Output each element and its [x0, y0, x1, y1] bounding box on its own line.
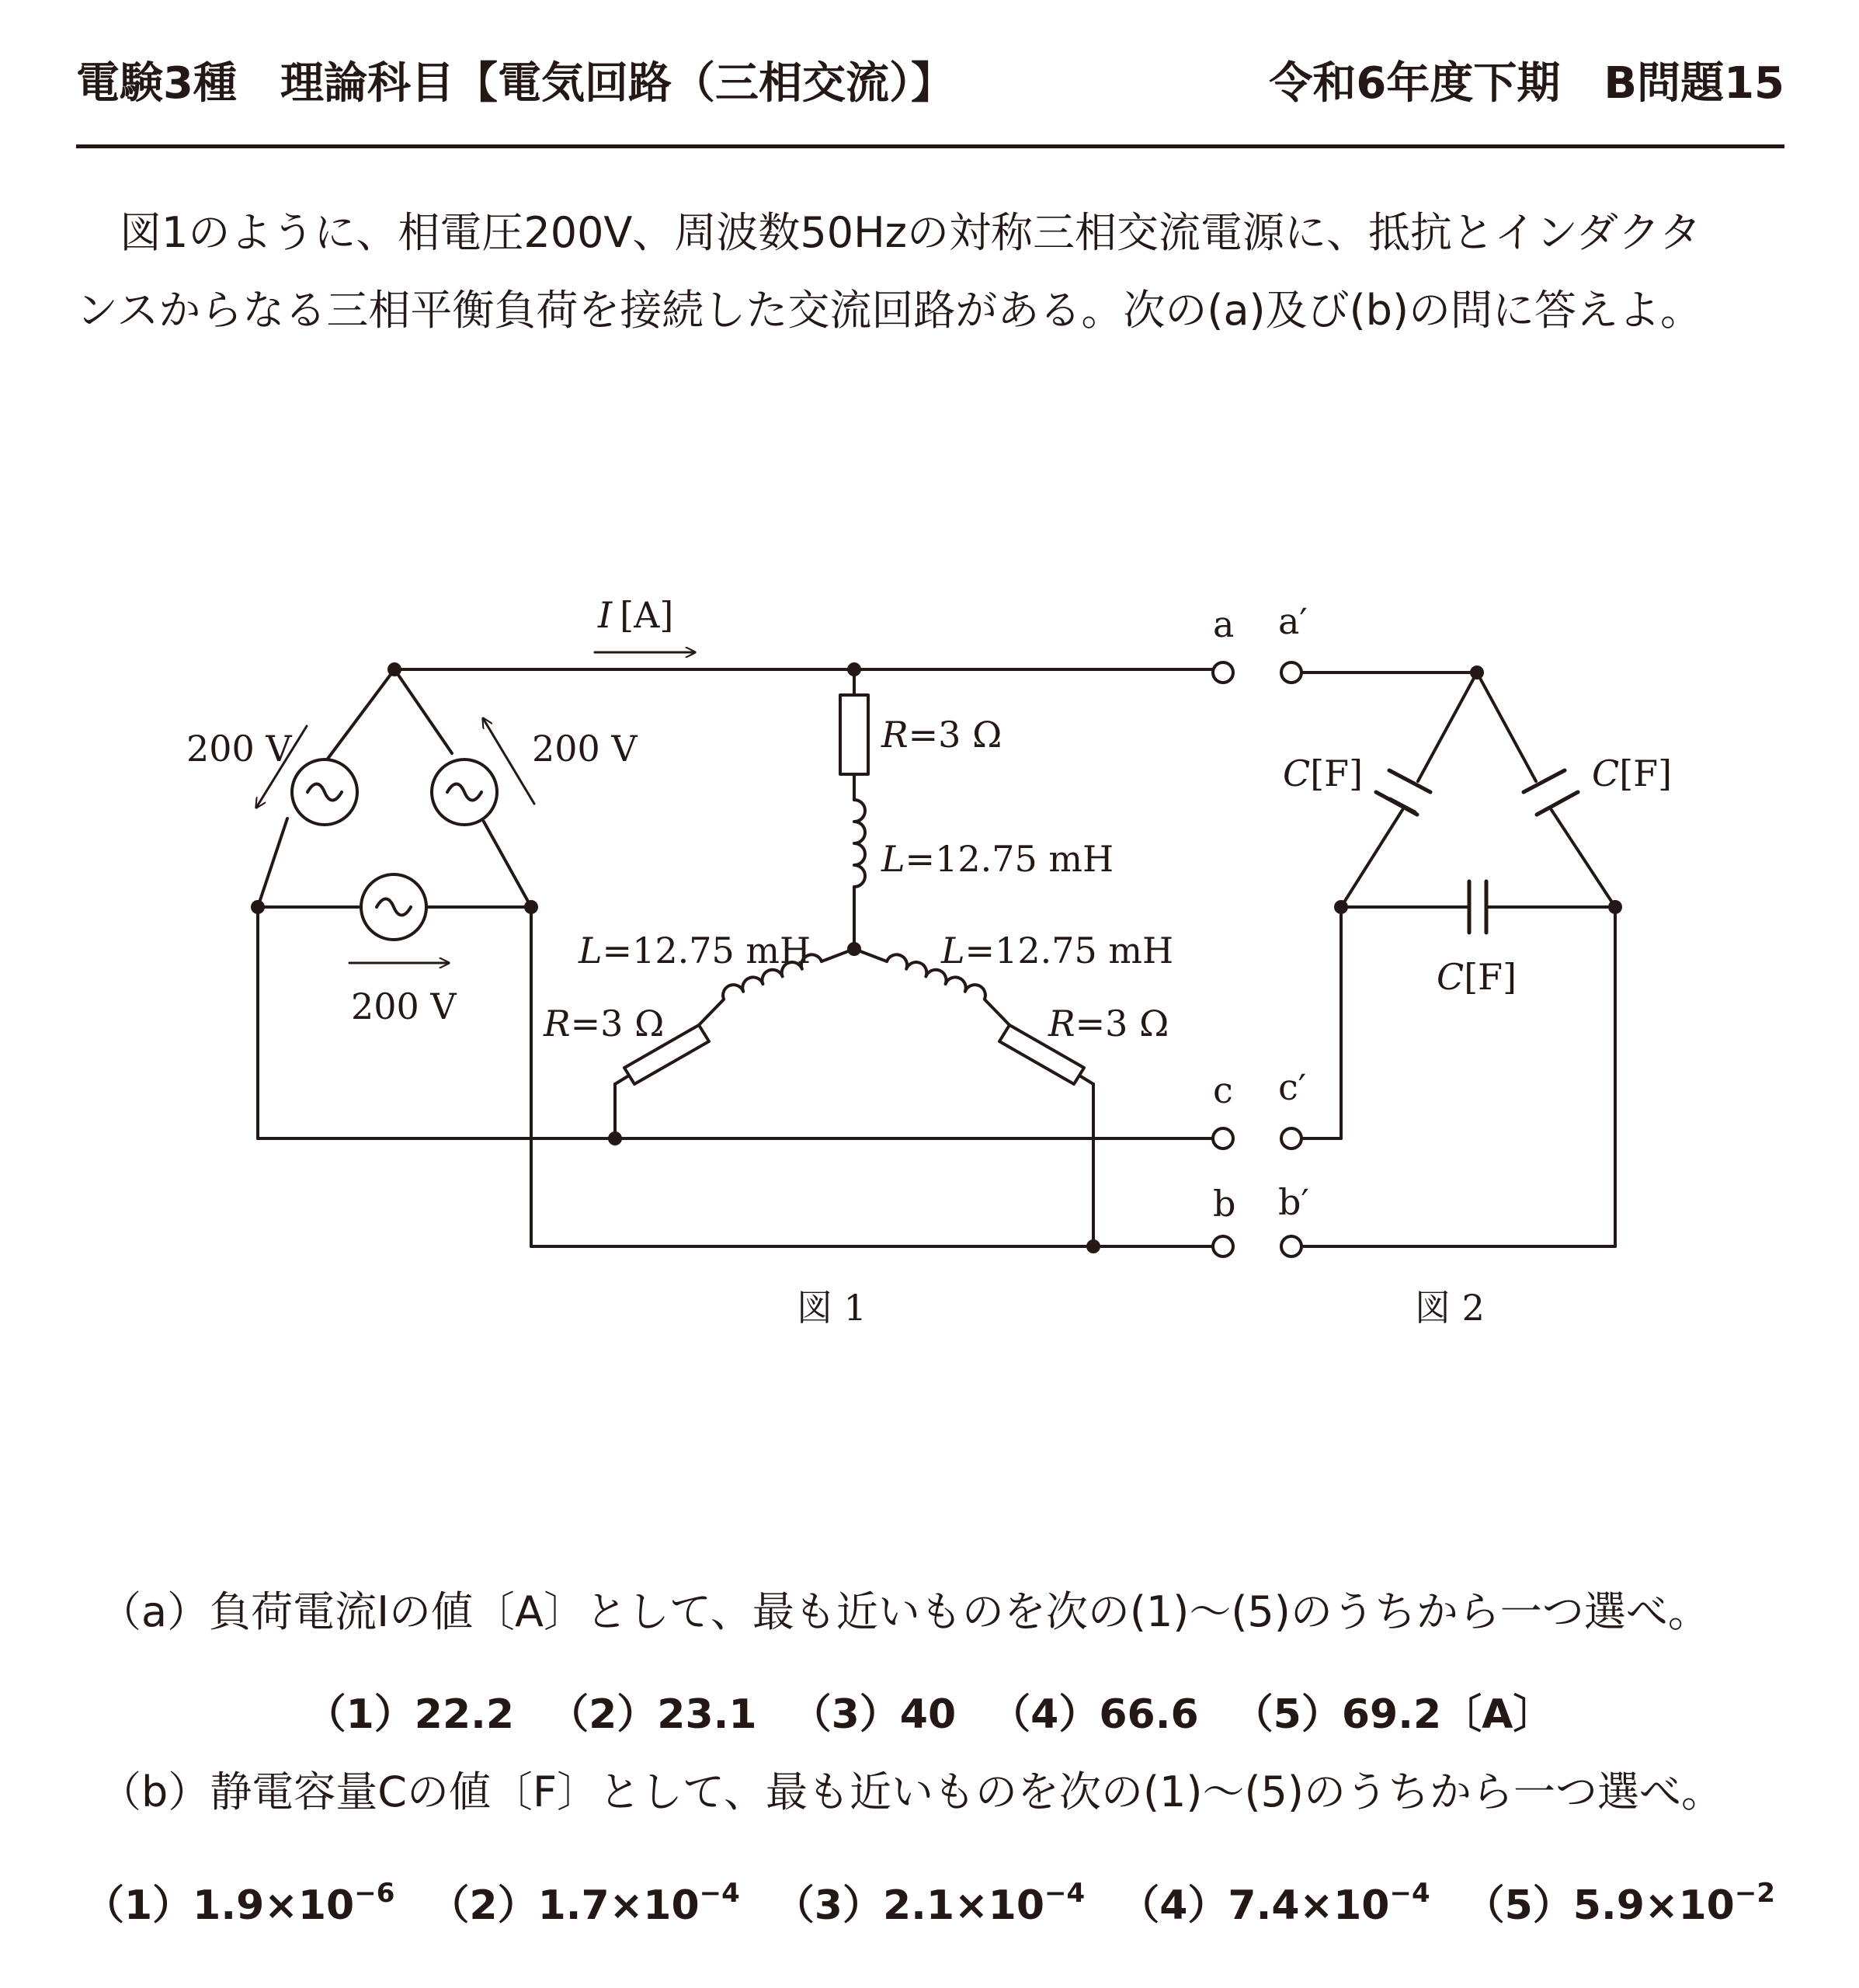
circuit-figure: [0, 544, 1859, 1398]
terminal-a-prime-label: a′: [1278, 600, 1308, 642]
resistor-b-label: R=3 Ω: [1048, 1003, 1169, 1044]
choice-a-1[interactable]: （1）22.2: [305, 1691, 515, 1738]
header-subject: 電験3種 理論科目【電気回路（三相交流）】: [76, 58, 954, 109]
resistor-a-label: R=3 Ω: [881, 714, 1002, 756]
voltage-label-left: 200 V: [186, 728, 292, 770]
question-b-choices: [0, 1862, 1859, 1937]
terminal-a: [1213, 662, 1233, 683]
figure-2-caption: 図 2: [1415, 1287, 1485, 1329]
terminal-b-prime: [1281, 1236, 1301, 1256]
question-a: （a）負荷電流Iの値〔A〕として、最も近いものを次の(1)～(5)のうちから一つ選べ。: [99, 1587, 1710, 1636]
voltage-label-bottom: 200 V: [351, 985, 457, 1027]
terminal-b-prime-label: b′: [1278, 1181, 1309, 1223]
choice-a-4[interactable]: （4）66.6: [990, 1691, 1199, 1738]
ac-wave-icon: [377, 899, 411, 916]
inductor-c-label: L=12.75 mH: [579, 930, 811, 971]
delta-source: [256, 669, 534, 963]
capacitor-bottom-label: C[F]: [1437, 956, 1517, 998]
current-label: I [A]: [598, 594, 674, 636]
inductor-a: [854, 800, 865, 887]
resistor-c-label: R=3 Ω: [544, 1003, 665, 1044]
ac-wave-icon: [308, 784, 342, 801]
choice-b-2[interactable]: $(2)1.7\times 10^{-4}$: [429, 1878, 740, 1929]
header-problem-id: 令和6年度下期 B問題15: [1269, 58, 1784, 109]
voltage-label-right: 200 V: [532, 728, 638, 770]
terminal-b-label: b: [1213, 1183, 1236, 1225]
intro-line-2: ンスからなる三相平衡負荷を接続した交流回路がある。次の(a)及び(b)の問に答えよ。: [76, 286, 1703, 335]
intro-line-1: 図1のように、相電圧200V、周波数50Hzの対称三相交流電源に、抵抗とインダクタ: [120, 208, 1701, 257]
figure-1-caption: 図 1: [797, 1287, 867, 1329]
terminal-b: [1213, 1236, 1233, 1256]
choice-a-3[interactable]: （3）40: [791, 1691, 957, 1738]
capacitor-right-label: C[F]: [1592, 752, 1673, 794]
choice-b-4[interactable]: $(4)7.4\times 10^{-4}$: [1119, 1878, 1430, 1929]
capacitor-plate: [1389, 770, 1430, 792]
terminal-a-label: a: [1213, 603, 1235, 645]
terminals: [1213, 662, 1301, 1256]
choice-a-5[interactable]: （5）69.2〔A〕: [1232, 1691, 1554, 1738]
terminal-a-prime: [1281, 662, 1301, 683]
terminal-c-label: c: [1213, 1069, 1233, 1111]
terminal-c-prime-label: c′: [1278, 1066, 1307, 1108]
inductor-a-label: L=12.75 mH: [881, 838, 1114, 880]
inductor-b-label: L=12.75 mH: [941, 930, 1174, 971]
resistor-a: [840, 695, 868, 774]
voltage-arrow-right: [483, 718, 534, 804]
choice-b-5[interactable]: $(5)5.9\times 10^{-2}$: [1464, 1878, 1776, 1929]
choice-b-3[interactable]: $(3)2.1\times 10^{-4}$: [773, 1878, 1086, 1929]
choice-b-1[interactable]: $(1)1.9\times 10^{-6}$: [83, 1878, 395, 1929]
question-b: （b）静電容量Cの値〔F〕として、最も近いものを次の(1)～(5)のうちから一つ選べ。: [99, 1767, 1723, 1816]
question-a-choices: [0, 1684, 1859, 1746]
terminal-c: [1213, 1128, 1233, 1149]
capacitor-plate: [1524, 770, 1565, 792]
ac-wave-icon: [447, 784, 481, 801]
terminal-c-prime: [1281, 1128, 1301, 1149]
header-rule: [76, 144, 1784, 148]
capacitor-left-label: C[F]: [1283, 752, 1364, 794]
choice-a-2[interactable]: （2）23.1: [548, 1691, 757, 1738]
